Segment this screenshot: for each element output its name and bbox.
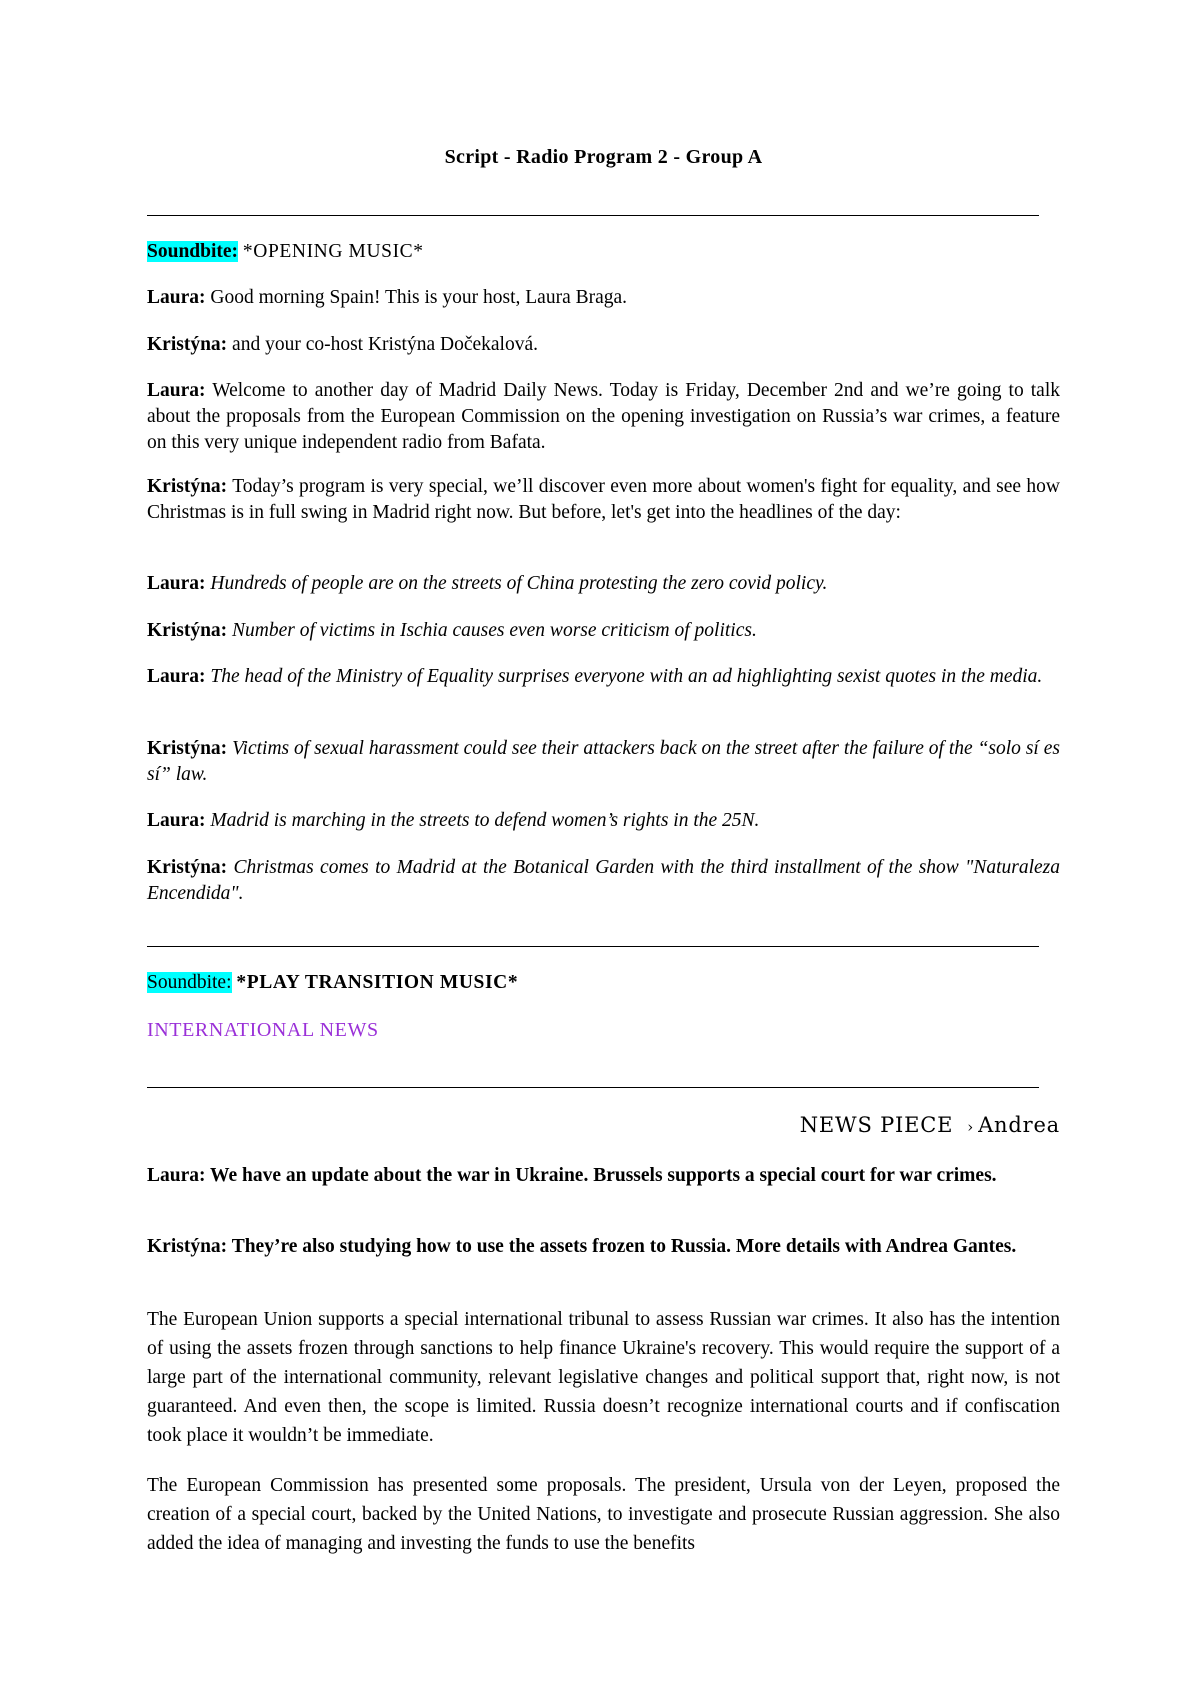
soundbite-text: *OPENING MUSIC* <box>242 241 424 262</box>
news-intro-line <box>147 1163 1060 1188</box>
headline-text: Madrid is marching in the streets to defend women’s rights in the 25N. <box>210 810 760 831</box>
speaker-name: Kristýna: <box>147 620 228 641</box>
dialogue-text: Today’s program is very special, we’ll discover even more about women's fight for equality, and see how Christmas is in full swing in Madrid right now. But before, let's get into the headlines of the day: <box>147 476 1060 523</box>
divider <box>147 1087 1039 1088</box>
speaker-name: Laura: <box>147 810 206 831</box>
dialogue-line <box>147 378 1060 456</box>
dialogue-text: Good morning Spain! This is your host, Laura Braga. <box>210 287 628 308</box>
headline-text: The head of the Ministry of Equality surprises everyone with an ad highlighting sexist quotes in the media. <box>210 666 1043 687</box>
speaker-name: Kristýna: <box>147 476 228 497</box>
dialogue-line <box>147 332 1060 358</box>
news-body-paragraph: The European Union supports a special international tribunal to assess Russian war crimes. It also has the intention of using the assets frozen through sanctions to help finance Ukraine's recovery. This would require the support of a large part of the international community, relevant legislative changes and political support that, right now, is not guaranteed. And even then, the scope is limited. Russia doesn’t recognize international courts and if confiscation took place it wouldn’t be immediate. <box>147 1309 1060 1446</box>
dialogue-text: and your co-host Kristýna Dočekalová. <box>232 334 539 355</box>
dialogue-text: Welcome to another day of Madrid Daily News. Today is Friday, December 2nd and we’re going to talk about the proposals from the European Commission on the opening investigation on Russia’s war crimes, a feature on this very unique independent radio from Bafata. <box>147 380 1061 453</box>
reporter-name: Andrea <box>978 1113 1060 1137</box>
news-piece-label <box>800 1113 1060 1137</box>
speaker-name: Kristýna: <box>147 857 228 878</box>
headline-text: Number of victims in Ischia causes even worse criticism of politics. <box>232 620 757 641</box>
speaker-name: Kristýna: <box>147 1236 228 1257</box>
news-piece-title: NEWS PIECE <box>799 1113 954 1137</box>
opening-soundbite <box>147 239 1060 265</box>
dialogue-line <box>147 285 1060 311</box>
news-body-paragraph: The European Commission has presented some proposals. The president, Ursula von der Leyen, proposed the creation of a special court, backed by the United Nations, to investigate and prosecute Russian aggression. She also added the idea of managing and investing the funds to use the benefits <box>147 1475 1060 1554</box>
speaker-name: Kristýna: <box>147 334 228 355</box>
transition-soundbite <box>147 970 1060 996</box>
headline-line <box>147 736 1060 788</box>
headline-line <box>147 571 1060 597</box>
speaker-name: Laura: <box>147 573 206 594</box>
soundbite-label: Soundbite: <box>147 241 239 262</box>
headline-text: Victims of sexual harassment could see their attackers back on the street after the failure of the “solo sí es sí” law. <box>147 738 1060 785</box>
speaker-name: Laura: <box>147 287 206 308</box>
headline-line <box>147 855 1060 907</box>
speaker-name: Kristýna: <box>147 738 228 759</box>
divider <box>147 946 1039 947</box>
intro-text: They’re also studying how to use the assets frozen to Russia. More details with Andrea Gantes. <box>231 1236 1017 1257</box>
speaker-name: Laura: <box>147 666 206 687</box>
dialogue-line <box>147 474 1060 526</box>
headline-text: Christmas comes to Madrid at the Botanical Garden with the third installment of the show "Naturaleza Encendida". <box>147 857 1061 904</box>
headline-text: Hundreds of people are on the streets of China protesting the zero covid policy. <box>210 573 828 594</box>
soundbite-text: *PLAY TRANSITION MUSIC* <box>236 972 519 993</box>
speaker-name: Laura: <box>147 380 206 401</box>
headline-line <box>147 808 1060 834</box>
speaker-name: Laura: <box>147 1165 206 1186</box>
soundbite-label: Soundbite: <box>147 972 232 993</box>
section-heading: INTERNATIONAL NEWS <box>147 1019 379 1041</box>
page-title: Script - Radio Program 2 - Group A <box>444 146 763 168</box>
headline-line <box>147 618 1060 644</box>
headline-line <box>147 664 1060 690</box>
chevron-right-icon: › <box>967 1118 975 1136</box>
intro-text: We have an update about the war in Ukraine. Brussels supports a special court for war crimes. <box>210 1165 997 1186</box>
divider <box>147 215 1039 216</box>
news-intro-line <box>147 1234 1060 1259</box>
